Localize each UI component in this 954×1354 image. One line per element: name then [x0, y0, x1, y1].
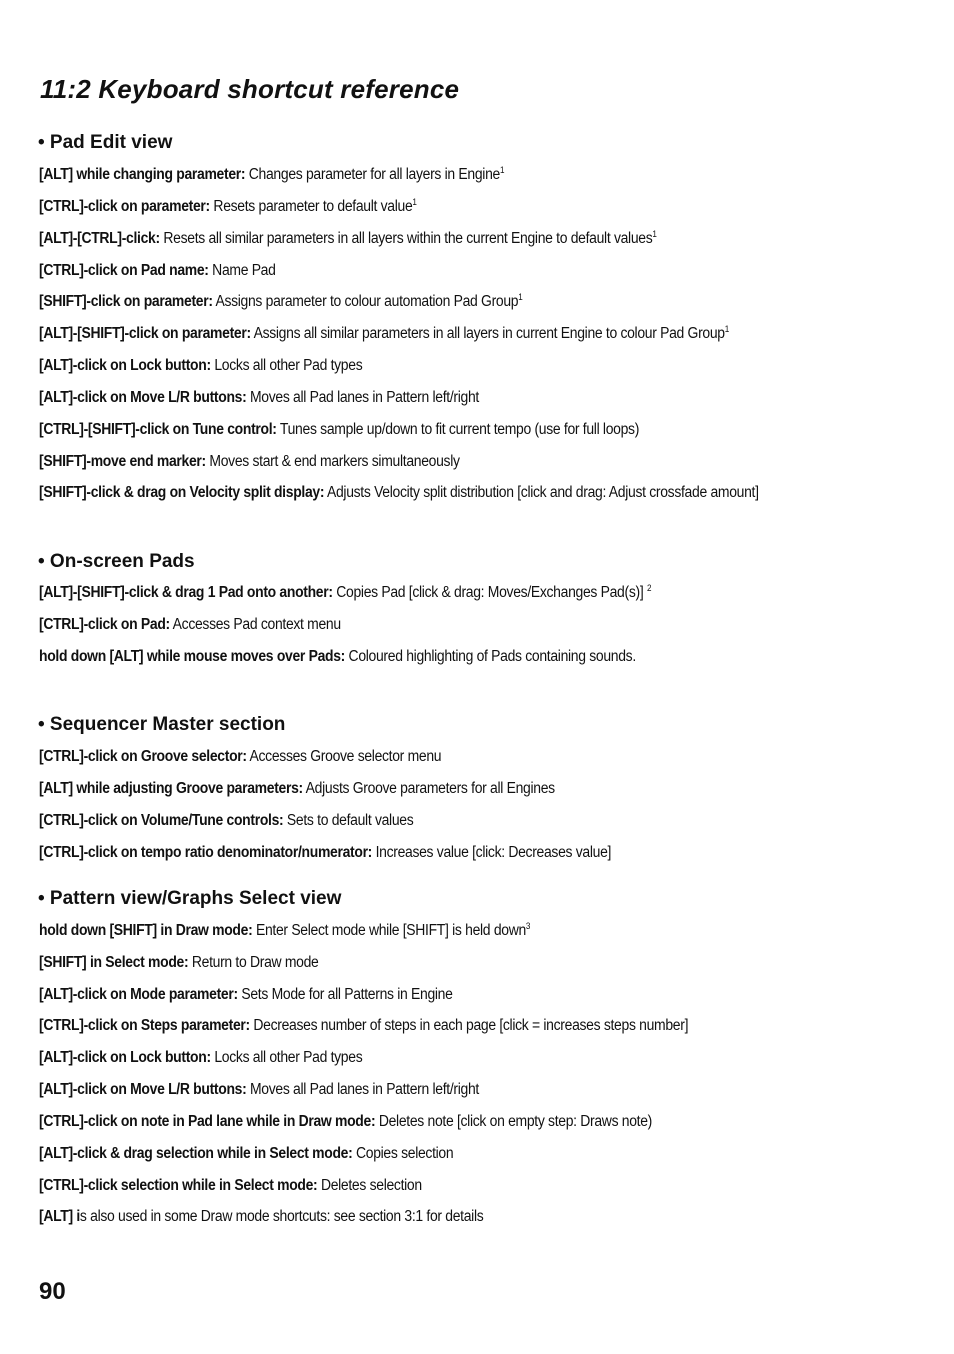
- shortcut-description: Adjusts Velocity split distribution [click and drag: Adjust crossfade amount]: [324, 484, 759, 501]
- shortcut-entry: [39, 1145, 453, 1163]
- shortcut-key: [ALT]-click on Lock button:: [39, 1049, 211, 1066]
- shortcut-key: [CTRL]-click on Pad name:: [39, 262, 209, 279]
- shortcut-description: Resets parameter to default value: [209, 198, 413, 215]
- shortcut-entry: [39, 780, 555, 798]
- shortcut-key: hold down [ALT] while mouse moves over Pads:: [39, 648, 345, 665]
- section-heading-sequencer-master: • Sequencer Master section: [38, 714, 286, 735]
- shortcut-entry: [39, 954, 318, 972]
- shortcut-description: Deletes selection: [317, 1177, 422, 1194]
- shortcut-entry: [39, 357, 362, 375]
- shortcut-description: Resets all similar parameters in all layers within the current Engine to default values: [159, 230, 653, 247]
- shortcut-key: [ALT] i: [39, 1208, 80, 1225]
- shortcut-description: Accesses Groove selector menu: [246, 748, 442, 765]
- shortcut-entry: [39, 1177, 422, 1195]
- shortcut-entry: [39, 262, 276, 280]
- shortcut-entry: [39, 293, 522, 311]
- shortcut-key: [SHIFT]-click on parameter:: [39, 293, 213, 310]
- shortcut-entry: [39, 389, 479, 407]
- footnote-marker: 1: [652, 229, 657, 239]
- shortcut-entry: [39, 230, 657, 248]
- shortcut-description: Assigns parameter to colour automation Pad Group: [212, 293, 519, 310]
- shortcut-description: Decreases number of steps in each page [click = increases steps number]: [249, 1017, 689, 1034]
- shortcut-key: [CTRL]-[SHIFT]-click on Tune control:: [39, 421, 277, 438]
- shortcut-key: [SHIFT]-click & drag on Velocity split display:: [39, 484, 325, 501]
- shortcut-key: [ALT]-click on Lock button:: [39, 357, 211, 374]
- shortcut-key: [SHIFT] in Select mode:: [39, 954, 189, 971]
- shortcut-key: [ALT]-[SHIFT]-click on parameter:: [39, 325, 251, 342]
- shortcut-entry: [39, 844, 611, 862]
- shortcut-key: [ALT]-click on Move L/R buttons:: [39, 389, 247, 406]
- shortcut-description: Increases value [click: Decreases value]: [372, 844, 612, 861]
- shortcut-description: Accesses Pad context menu: [169, 616, 341, 633]
- shortcut-entry: [39, 648, 636, 666]
- shortcut-key: [ALT]-[SHIFT]-click & drag 1 Pad onto another:: [39, 584, 333, 601]
- shortcut-key: [ALT]-click & drag selection while in Select mode:: [39, 1145, 353, 1162]
- shortcut-description: Enter Select mode while [SHIFT] is held down: [252, 922, 526, 939]
- shortcut-key: [ALT]-click on Mode parameter:: [39, 986, 238, 1003]
- shortcut-entry: [39, 748, 441, 766]
- shortcut-key: [CTRL]-click on tempo ratio denominator/numerator:: [39, 844, 373, 861]
- shortcut-key: [SHIFT]-move end marker:: [39, 453, 206, 470]
- page-number: 90: [39, 1278, 66, 1305]
- shortcut-description: s also used in some Draw mode shortcuts: see section 3:1 for details: [79, 1208, 484, 1225]
- shortcut-entry: [39, 166, 504, 184]
- shortcut-key: [CTRL]-click on Pad:: [39, 616, 170, 633]
- shortcut-entry: [39, 1113, 652, 1131]
- shortcut-entry: [39, 584, 651, 602]
- section-heading-on-screen-pads: • On-screen Pads: [38, 551, 195, 572]
- shortcut-description: Moves all Pad lanes in Pattern left/right: [246, 1081, 480, 1098]
- footnote-marker: 2: [646, 583, 652, 593]
- shortcut-description: Adjusts Groove parameters for all Engines: [302, 780, 555, 797]
- shortcut-key: [CTRL]-click on parameter:: [39, 198, 210, 215]
- shortcut-key: [CTRL]-click on Groove selector:: [39, 748, 247, 765]
- shortcut-description: Tunes sample up/down to fit current tempo (use for full loops): [276, 421, 640, 438]
- section-heading-pad-edit-view: • Pad Edit view: [38, 132, 173, 153]
- shortcut-description: Sets Mode for all Patterns in Engine: [237, 986, 453, 1003]
- shortcut-key: [CTRL]-click on Steps parameter:: [39, 1017, 250, 1034]
- page-title: 11:2 Keyboard shortcut reference: [40, 74, 460, 104]
- shortcut-entry: [39, 325, 729, 343]
- shortcut-description: Moves all Pad lanes in Pattern left/right: [246, 389, 480, 406]
- shortcut-entry: [39, 453, 460, 471]
- shortcut-entry: [39, 1017, 688, 1035]
- shortcut-description: Locks all other Pad types: [210, 357, 363, 374]
- shortcut-key: [ALT]-[CTRL]-click:: [39, 230, 160, 247]
- section-heading-pattern-view: • Pattern view/Graphs Select view: [38, 888, 342, 909]
- shortcut-description: Assigns all similar parameters in all layers in current Engine to colour Pad Group: [250, 325, 725, 342]
- shortcut-description: Copies Pad [click & drag: Moves/Exchanges Pad(s)]: [332, 584, 647, 601]
- shortcut-description: Changes parameter for all layers in Engine: [245, 166, 500, 183]
- shortcut-key: [ALT]-click on Move L/R buttons:: [39, 1081, 247, 1098]
- shortcut-entry: [39, 198, 417, 216]
- footnote-marker: 3: [525, 921, 531, 931]
- shortcut-key: [CTRL]-click selection while in Select mode:: [39, 1177, 318, 1194]
- shortcut-key: [CTRL]-click on note in Pad lane while in Draw mode:: [39, 1113, 376, 1130]
- shortcut-key: hold down [SHIFT] in Draw mode:: [39, 922, 253, 939]
- shortcut-description: Sets to default values: [283, 812, 414, 829]
- shortcut-entry: [39, 922, 530, 940]
- shortcut-key: [ALT] while changing parameter:: [39, 166, 246, 183]
- shortcut-description: Return to Draw mode: [188, 954, 319, 971]
- shortcut-description: Copies selection: [352, 1145, 454, 1162]
- footnote-marker: 1: [412, 197, 417, 207]
- shortcut-description: Moves start & end markers simultaneously: [205, 453, 460, 470]
- shortcut-entry: [39, 484, 759, 502]
- shortcut-entry: [39, 986, 453, 1004]
- shortcut-key: [ALT] while adjusting Groove parameters:: [39, 780, 303, 797]
- shortcut-entry: [39, 1081, 479, 1099]
- shortcut-description: Locks all other Pad types: [210, 1049, 363, 1066]
- footnote-marker: 1: [724, 324, 729, 334]
- shortcut-entry: [39, 812, 413, 830]
- shortcut-entry: [39, 1049, 362, 1067]
- shortcut-entry: [39, 421, 639, 439]
- shortcut-entry: [39, 616, 341, 634]
- shortcut-key: [CTRL]-click on Volume/Tune controls:: [39, 812, 284, 829]
- footnote-marker: 1: [518, 292, 523, 302]
- footnote-marker: 1: [499, 165, 505, 175]
- shortcut-description: Coloured highlighting of Pads containing sounds.: [345, 648, 636, 665]
- shortcut-entry: [39, 1208, 483, 1226]
- shortcut-description: Deletes note [click on empty step: Draws note): [375, 1113, 653, 1130]
- shortcut-description: Name Pad: [208, 262, 276, 279]
